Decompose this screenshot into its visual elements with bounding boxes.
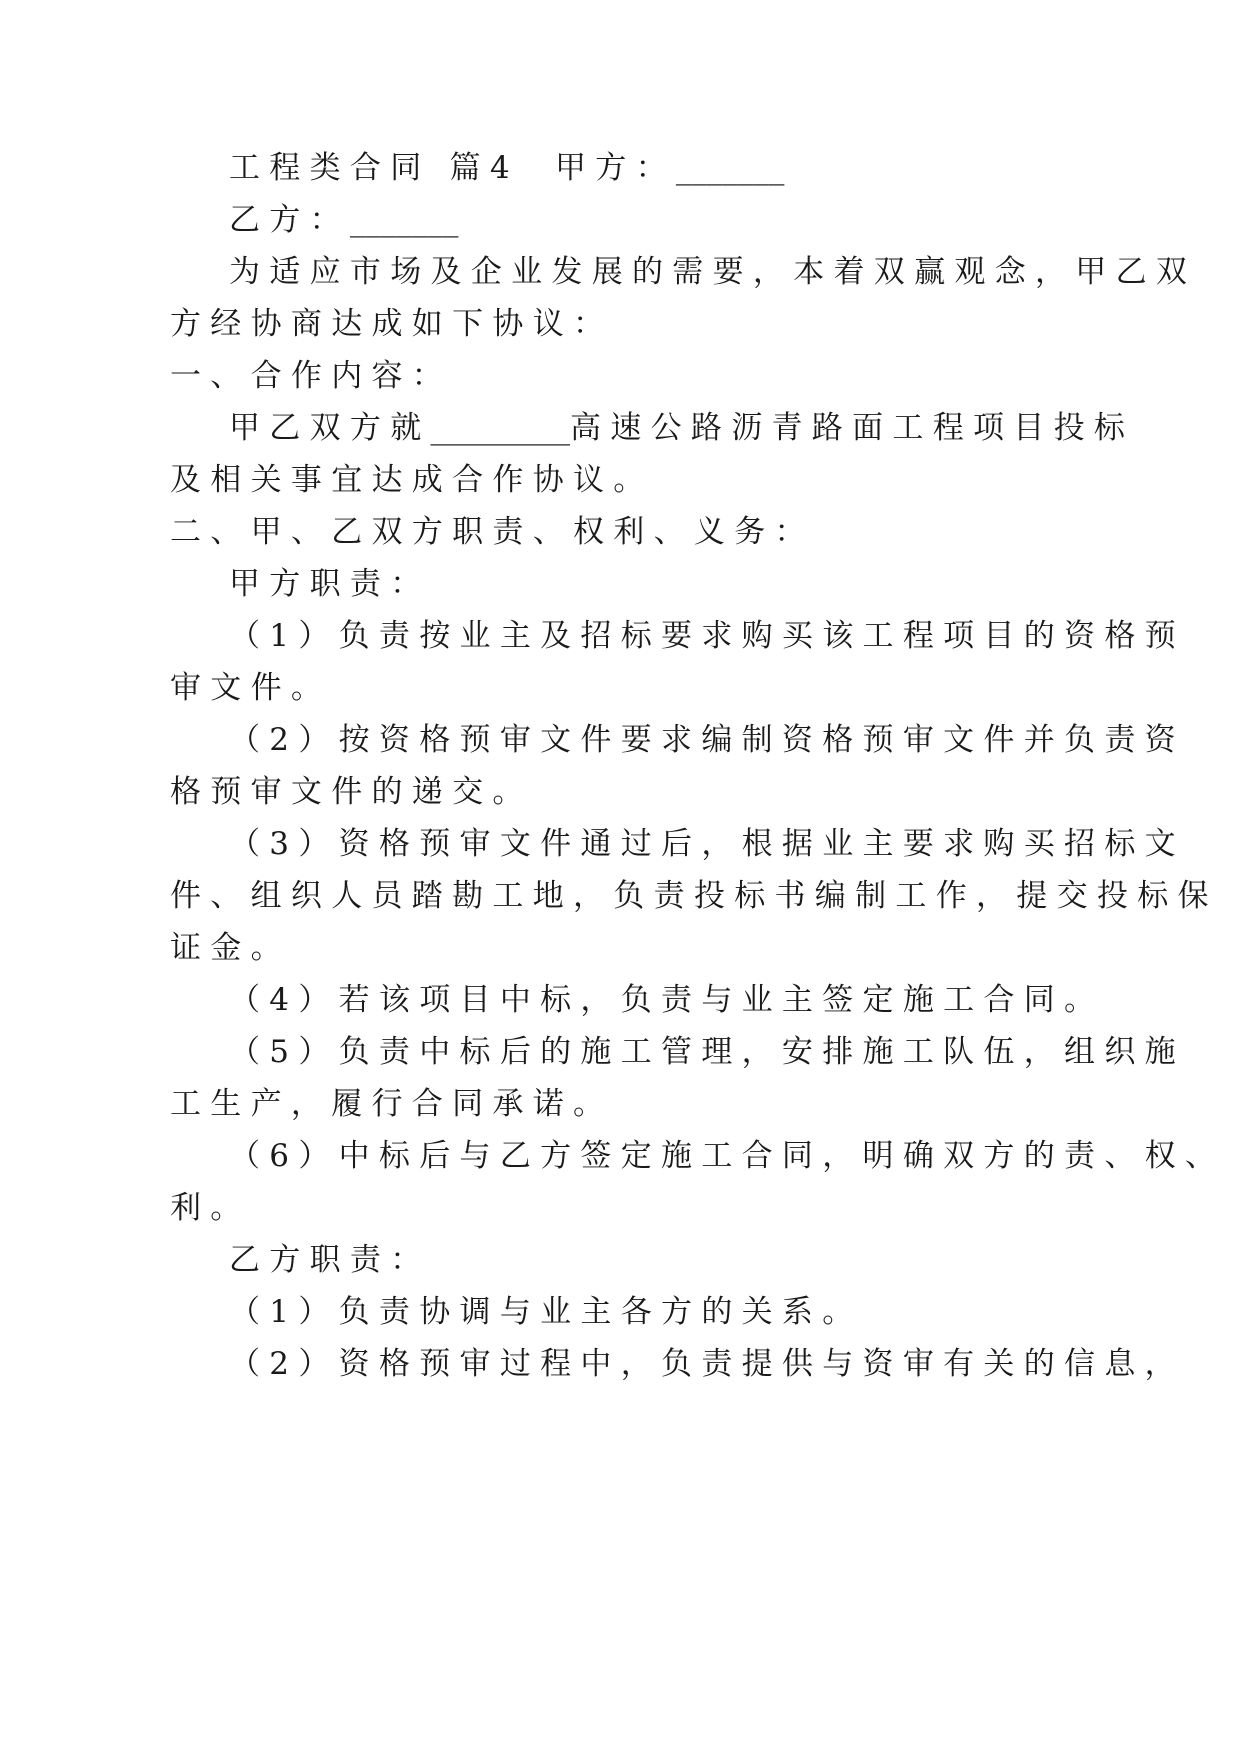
party-b-duty-1: （1）负责协调与业主各方的关系。	[229, 1294, 863, 1330]
section-1-body-suffix: 高速公路沥青路面工程项目投标	[570, 410, 1135, 446]
intro-line-1: 为适应市场及企业发展的需要，本着双赢观念，甲乙双	[229, 254, 1197, 290]
party-a-blank: _______	[675, 150, 785, 186]
section-1-heading: 一、合作内容：	[170, 358, 453, 394]
section-1-body-prefix: 甲乙双方就	[229, 410, 431, 446]
project-name-blank: _________	[430, 410, 570, 446]
party-b-line	[229, 200, 458, 240]
party-b-duties-label: 乙方职责：	[229, 1242, 431, 1278]
party-b-label: 乙方：	[229, 202, 350, 238]
party-a-duty-3-line-1: （3）资格预审文件通过后，根据业主要求购买招标文	[229, 826, 1185, 862]
party-a-duty-2-line-1: （2）按资格预审文件要求编制资格预审文件并负责资	[229, 722, 1185, 758]
intro-line-2: 方经协商达成如下协议：	[170, 306, 614, 342]
party-a-duty-1-line-2: 审文件。	[170, 670, 332, 706]
party-a-duty-3-line-3: 证金。	[170, 930, 291, 966]
party-a-label: 甲方：	[554, 150, 676, 186]
party-a-duties-label: 甲方职责：	[229, 566, 431, 602]
section-1-body-line-2: 及相关事宜达成合作协议。	[170, 462, 654, 498]
title-line	[229, 148, 784, 188]
party-a-duty-6-line-2: 利。	[170, 1190, 251, 1226]
party-a-duty-3-line-2: 件、组织人员踏勘工地，负责投标书编制工作，提交投标保	[170, 878, 1218, 914]
party-b-blank: _______	[349, 202, 459, 238]
party-a-duty-1-line-1: （1）负责按业主及招标要求购买该工程项目的资格预	[229, 618, 1185, 654]
party-a-duty-2-line-2: 格预审文件的递交。	[170, 774, 533, 810]
section-1-body-line-1	[229, 408, 1134, 448]
party-a-duty-6-line-1: （6）中标后与乙方签定施工合同，明确双方的责、权、	[229, 1138, 1226, 1174]
party-a-duty-4-line-1: （4）若该项目中标，负责与业主签定施工合同。	[229, 982, 1105, 1018]
party-a-duty-5-line-2: 工生产，履行合同承诺。	[170, 1086, 614, 1122]
party-a-duty-5-line-1: （5）负责中标后的施工管理，安排施工队伍，组织施	[229, 1034, 1185, 1070]
party-b-duty-2: （2）资格预审过程中，负责提供与资审有关的信息，	[229, 1346, 1185, 1382]
document-title: 工程类合同 篇4	[229, 150, 519, 186]
section-2-heading: 二、甲、乙双方职责、权利、义务：	[170, 514, 815, 550]
